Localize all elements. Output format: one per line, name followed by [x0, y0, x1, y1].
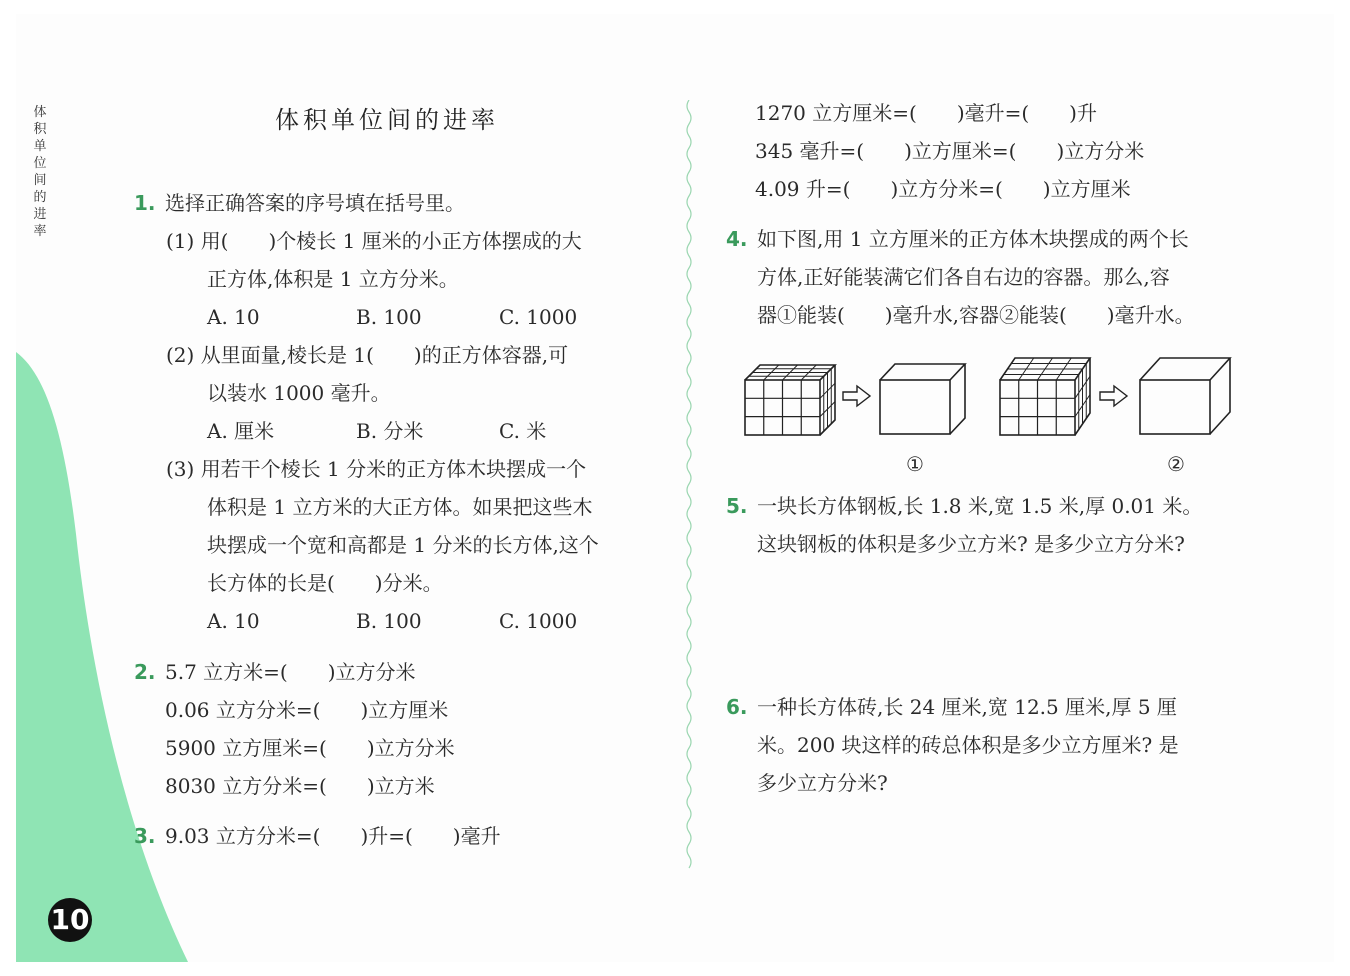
q1-part3-line1: (3) 用若干个棱长 1 分米的正方体木块摆成一个 — [166, 457, 587, 481]
q1-number: 1. — [134, 191, 156, 215]
q2-line: 5900 立方厘米=( )立方分米 — [165, 736, 455, 760]
q4-line: 方体,正好能装满它们各自右边的容器。那么,容 — [757, 265, 1170, 289]
page-title: 体积单位间的进率 — [275, 106, 499, 134]
q1-part2-line2: 以装水 1000 毫升。 — [207, 381, 391, 405]
q1-part2-option-a: A. 厘米 — [207, 419, 275, 443]
arrow-2 — [1100, 386, 1127, 406]
q6-number: 6. — [726, 695, 748, 719]
q5-line: 这块钢板的体积是多少立方米? 是多少立方分米? — [757, 532, 1185, 556]
container-2-label: ② — [1167, 452, 1185, 476]
cube-stack-2 — [1000, 358, 1090, 435]
cube-stack-1 — [745, 365, 835, 435]
q5-number: 5. — [726, 494, 748, 518]
q3-line: 345 毫升=( )立方厘米=( )立方分米 — [755, 139, 1145, 163]
q6-line: 米。200 块这样的砖总体积是多少立方厘米? 是 — [757, 733, 1179, 757]
q1-part2-line1: (2) 从里面量,棱长是 1( )的正方体容器,可 — [166, 343, 569, 367]
q1-part1-option-a: A. 10 — [207, 305, 260, 329]
q3-line: 4.09 升=( )立方分米=( )立方厘米 — [755, 177, 1131, 201]
container-1-label: ① — [906, 452, 924, 476]
q2-number: 2. — [134, 660, 156, 684]
container-1 — [880, 364, 965, 434]
q5-line: 一块长方体钢板,长 1.8 米,宽 1.5 米,厚 0.01 米。 — [757, 494, 1203, 518]
q1-part3-line3: 块摆成一个宽和高都是 1 分米的长方体,这个 — [207, 533, 599, 557]
q1-part3-option-c: C. 1000 — [499, 609, 578, 633]
q2-line: 8030 立方分米=( )立方米 — [165, 774, 435, 798]
q3-line: 1270 立方厘米=( )毫升=( )升 — [755, 101, 1097, 125]
q4-line: 如下图,用 1 立方厘米的正方体木块摆成的两个长 — [757, 227, 1189, 251]
q1-text: 选择正确答案的序号填在括号里。 — [165, 191, 465, 215]
q1-part2-option-b: B. 分米 — [356, 419, 424, 443]
q1-part3-line2: 体积是 1 立方米的大正方体。如果把这些木 — [207, 495, 593, 519]
q4-line: 器①能装( )毫升水,容器②能装( )毫升水。 — [757, 303, 1195, 327]
q1-part2-option-c: C. 米 — [499, 419, 547, 443]
page-number: 10 — [48, 898, 92, 942]
q6-line: 多少立方分米? — [757, 771, 888, 795]
side-chapter-label: 体积单位间的进率 — [33, 105, 47, 239]
q1-part3-option-b: B. 100 — [356, 609, 422, 633]
q4-number: 4. — [726, 227, 748, 251]
q3-line: 9.03 立方分米=( )升=( )毫升 — [165, 824, 501, 848]
q1-part1-line1: (1) 用( )个棱长 1 厘米的小正方体摆成的大 — [166, 229, 582, 253]
container-2 — [1140, 358, 1230, 434]
q1-part1-option-b: B. 100 — [356, 305, 422, 329]
q3-number: 3. — [134, 824, 156, 848]
q2-line: 0.06 立方分米=( )立方厘米 — [165, 698, 449, 722]
arrow-1 — [843, 386, 870, 406]
center-divider — [684, 100, 694, 870]
q2-line: 5.7 立方米=( )立方分米 — [165, 660, 416, 684]
q4-cube-diagram — [740, 350, 1240, 445]
q1-part3-line4: 长方体的长是( )分米。 — [207, 571, 443, 595]
q1-part3-option-a: A. 10 — [207, 609, 260, 633]
q1-part1-line2: 正方体,体积是 1 立方分米。 — [207, 267, 459, 291]
q1-part1-option-c: C. 1000 — [499, 305, 578, 329]
q6-line: 一种长方体砖,长 24 厘米,宽 12.5 厘米,厚 5 厘 — [757, 695, 1177, 719]
